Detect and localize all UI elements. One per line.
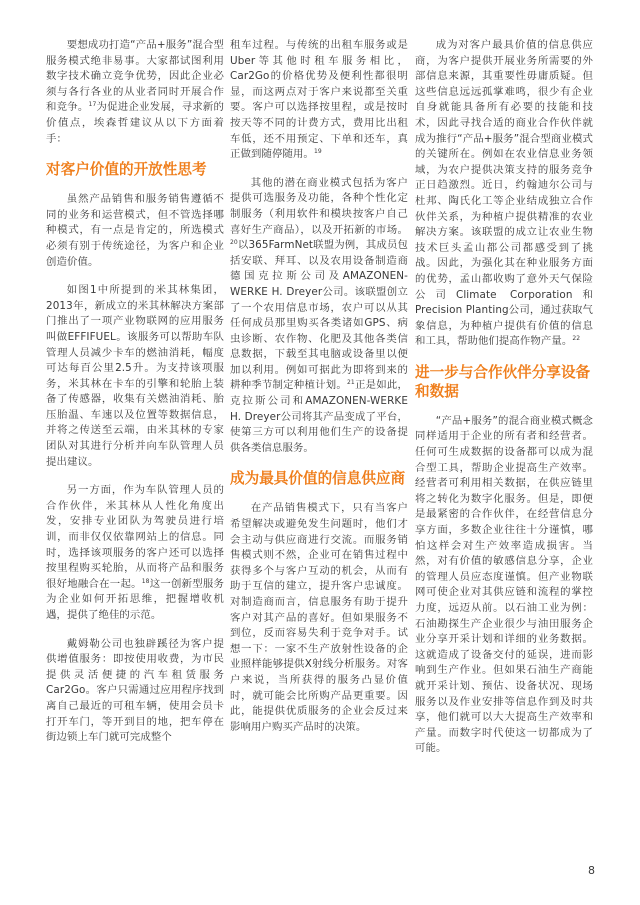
paragraph-text: 租车过程。与传统的出租车服务或是Uber等其他时租车服务相比，Car2Go的价格优势及便利性都很明显，而这两点对于客户来说都至关重要。客户可以选择按里程，或是按时按天等不同的计费方式，费用比出租车低，还不用预定、下单和还车，真正做到随停随用。 [230, 39, 408, 161]
column-right [415, 38, 593, 770]
paragraph-text: 以365FarmNet联盟为例，其成员包括安联、拜耳、以及农用设备制造商德国克拉斯公司及AMAZONEN-WERKE H. Dreyer公司。该联盟创立了一个农用信息市场，农户可以从其任何成员那里购买各类诸如GPS、病虫诊断、农作物、化肥及其他各类信息数据，下载至其电脑或设备里以便加以利用。例如可据此为即将到来的耕种季节制定种植计划。 [230, 239, 408, 392]
paragraph: 虽然产品销售和服务销售遵循不同的业务和运营模式，但不管选择哪种模式，有一点是肯定的，所选模式必须有别于传统途径，为客户和企业创造价值。 [46, 193, 224, 268]
section-heading: 成为最具价值的信息供应商 [230, 470, 406, 488]
page-number: 8 [588, 864, 595, 877]
footnote-ref[interactable]: 20 [230, 239, 238, 247]
paragraph [230, 38, 408, 163]
paragraph [230, 176, 408, 457]
column-middle [230, 38, 408, 748]
paragraph-text: 正是如此，克拉斯公司和AMAZONEN-WERKE H. Dreyer公司将其产品变成了平台，使第三方可以利用他们生产的设备提供各类信息服务。 [230, 379, 408, 454]
paragraph-text: 其他的潜在商业模式包括为客户提供可选服务及功能，各种个性化定制服务（利用软件和模块按客户自己喜好生产商品），以及开拓新的市场。 [230, 176, 408, 236]
paragraph: 在产品销售模式下，只有当客户希望解决或避免发生问题时，他们才会主动与供应商进行交流。而服务销售模式则不然，企业可在销售过程中获得多个与客户互动的机会，从而有助于互信的建立，提升客户忠诚度。对制造商而言，信息服务有助于提升客户对其产品的喜好。但如果服务不到位，反而容易失利于竞争对手。试想一下：一家不生产放射性设备的企业照样能够提供X射线分析服务。对客户来说，当所获得的服务凸显价值时，就可能会比所购产品更重要。因此，能提供优质服务的企业会反过来影响用户购买产品时的决策。 [230, 502, 408, 733]
footnote-ref[interactable]: 18 [141, 577, 150, 585]
paragraph: “产品+服务”的混合商业模式概念同样适用于企业的所有者和经营者。任何可生成数据的设备都可以成为混合型工具，帮助企业提高生产效率。经营者可利用相关数据，在供应链里将之转化为数字化服务。但是，即便是最紧密的合作伙伴，在经营信息分享方面，多数企业往往十分谨慎，哪怕这样会对生产效率造成损害。当然，对有价值的敏感信息分享，企业的管理人员应态度谨慎。但产业物联网可使企业对其供应链和流程的掌控力度，远迈从前。以石油工业为例：石油勘探生产企业很少与油田服务企业分享开采计划和详细的业务数据。这就造成了设备交付的延误，进而影响到生产作业。但如果石油生产商能就开采计划、预估、设备状况、现场服务以及作业安排等信息作到及时共享，他们就可以大大提高生产效率和产量。而数字时代使这一切都成为了可能。 [415, 414, 593, 755]
footnote-ref[interactable]: 21 [346, 379, 355, 387]
column-left [46, 38, 224, 759]
paragraph [46, 38, 224, 147]
paragraph [415, 38, 593, 350]
paragraph-text: 要想成功打造“产品+服务”混合型服务模式绝非易事。大家都试图利用数字技术确立竞争优势，因此企业必须与各行各业的从业者同时开展合作和竞争。 [46, 39, 224, 114]
paragraph: 如图1中所提到的米其林集团，2013年，新成立的米其林解决方案部门推出了一项产业物联网的应用服务叫做EFFIFUEL。该服务可以帮助车队管理人员减少卡车的燃油消耗，幅度可达每百公里2.5升。为支持该项服务，米其林在卡车的引擎和轮胎上装备了传感器，收集有关燃油消耗、胎压胎温、车速以及位置等数据信息，并将之传送至云端，由米其林的专家团队对其进行分析并向车队管理人员提出建议。 [46, 284, 224, 468]
footnote-ref[interactable]: 22 [572, 335, 581, 343]
paragraph-text: 另一方面，作为车队管理人员的合作伙伴，米其林从人性化角度出发，安排专业团队为驾驶员进行培训，而非仅仅依靠网站上的信息。同时，选择该项服务的客户还可以选择按里程购买轮胎，从而将产品和服务很好地融合在一起。 [46, 484, 224, 590]
paragraph-text: 这一创新型服务为企业如何开拓思维，把握增收机遇，提供了绝佳的示范。 [46, 577, 225, 621]
section-heading: 进一步与合作伙伴分享设备和数据 [415, 363, 591, 400]
footnote-ref[interactable]: 19 [313, 148, 322, 156]
paragraph: 戴姆勒公司也独辟蹊径为客户提供增值服务：即按使用收费，为市民提供灵活便捷的汽车租赁服务Car2Go。客户只需通过应用程序找到离自己最近的可租车辆，使用会员卡打开车门，等开到目的地，把车停在街边锁上车门就可完成整个 [46, 637, 224, 744]
paragraph-text: 为促进企业发展，寻求新的价值点，埃森哲建议从以下方面着手： [46, 101, 224, 145]
section-heading: 对客户价值的开放性思考 [46, 161, 207, 179]
paragraph-text: 成为对客户最具价值的信息供应商，为客户提供开展业务所需要的外部信息来源，其重要性毋庸质疑。但这些信息远远孤掌难鸣，很少有企业自身就能具备所有必要的技能和技术，因此寻找合适的商业合作伙伴就成为推行“产品+服务”混合型商业模式的关键所在。例如在农业信息业务领域，为农户提供决策支持的服务竞争正日趋激烈。近日，约翰迪尔公司与杜邦、陶氏化工等企业结成独立合作伙伴关系，为种植户提供精准的农业解决方案。该联盟的成立让农业生物技术巨头孟山都公司都感受到了挑战。因此，为强化其在种业服务方面的优势，孟山都收购了意外天气保险公司Climate Corporation和Precision Planting公司，通过获取气象信息，为种植户提供有价值的信息和工具，帮助他们提高作物产量。 [415, 39, 593, 348]
footnote-ref[interactable]: 17 [88, 101, 97, 109]
paragraph [46, 483, 224, 623]
